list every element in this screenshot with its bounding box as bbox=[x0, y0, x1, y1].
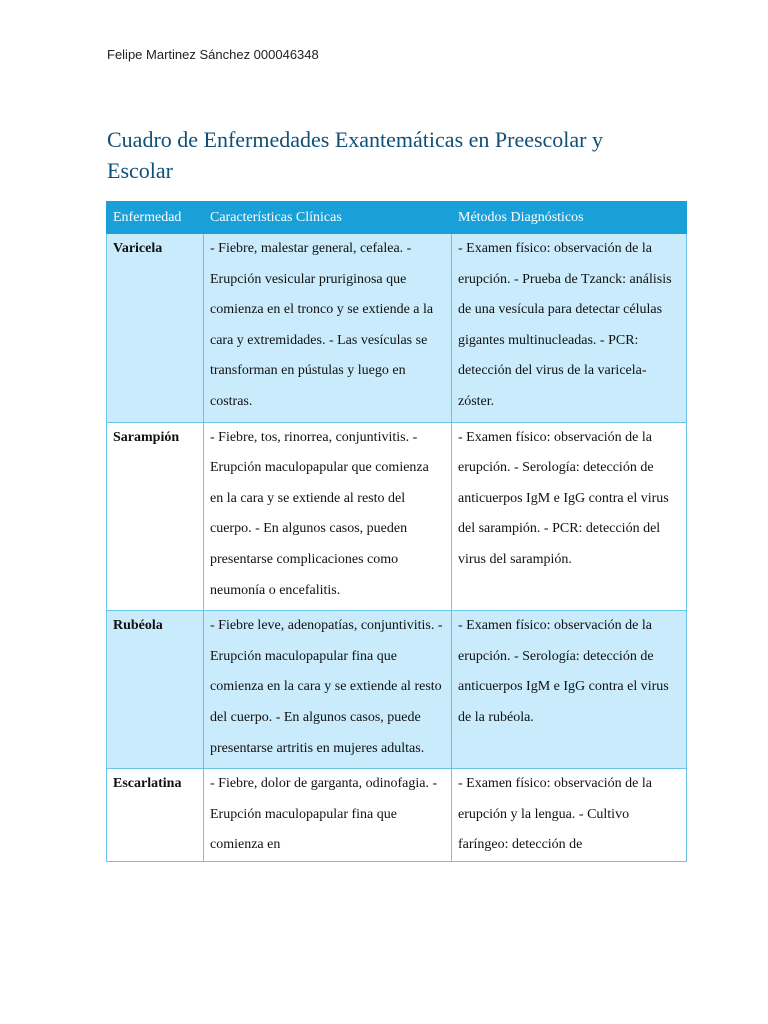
header-enfermedad: Enfermedad bbox=[107, 202, 204, 234]
diagnostic-cell: - Examen físico: observación de la erupción. - Prueba de Tzanck: análisis de una vesícula para detectar células gigantes multinucleadas. - PCR: detección del virus de la varicela-zóster. bbox=[452, 234, 687, 423]
disease-table bbox=[106, 201, 687, 862]
table-row bbox=[107, 769, 687, 862]
document-title: Cuadro de Enfermedades Exantemáticas en Preescolar y Escolar bbox=[107, 127, 604, 183]
disease-name: Rubéola bbox=[107, 611, 204, 769]
author-line: Felipe Martinez Sánchez 000046348 bbox=[107, 47, 319, 62]
disease-name: Varicela bbox=[107, 234, 204, 423]
table-row bbox=[107, 234, 687, 423]
disease-name: Sarampión bbox=[107, 422, 204, 611]
header-metodos: Métodos Diagnósticos bbox=[452, 202, 687, 234]
disease-name: Escarlatina bbox=[107, 769, 204, 862]
table-header-row bbox=[107, 202, 687, 234]
diagnostic-cell: - Examen físico: observación de la erupción. - Serología: detección de anticuerpos IgM e IgG contra el virus de la rubéola. bbox=[452, 611, 687, 769]
diagnostic-cell: - Examen físico: observación de la erupción y la lengua. - Cultivo faríngeo: detección de bbox=[452, 769, 687, 862]
diagnostic-cell: - Examen físico: observación de la erupción. - Serología: detección de anticuerpos IgM e IgG contra el virus del sarampión. - PCR: detección del virus del sarampión. bbox=[452, 422, 687, 611]
clinical-cell: - Fiebre, tos, rinorrea, conjuntivitis. - Erupción maculopapular que comienza en la cara y se extiende al resto del cuerpo. - En algunos casos, pueden presentarse complicaciones como neumonía o encefalitis. bbox=[204, 422, 452, 611]
table-row bbox=[107, 422, 687, 611]
clinical-cell: - Fiebre, malestar general, cefalea. - Erupción vesicular pruriginosa que comienza en el tronco y se extiende a la cara y extremidades. - Las vesículas se transforman en pústulas y luego en costras. bbox=[204, 234, 452, 423]
table-row bbox=[107, 611, 687, 769]
header-caracteristicas: Características Clínicas bbox=[204, 202, 452, 234]
clinical-cell: - Fiebre leve, adenopatías, conjuntivitis. - Erupción maculopapular fina que comienza en la cara y se extiende al resto del cuerpo. - En algunos casos, puede presentarse artritis en mujeres adultas. bbox=[204, 611, 452, 769]
clinical-cell: - Fiebre, dolor de garganta, odinofagia. - Erupción maculopapular fina que comienza en bbox=[204, 769, 452, 862]
